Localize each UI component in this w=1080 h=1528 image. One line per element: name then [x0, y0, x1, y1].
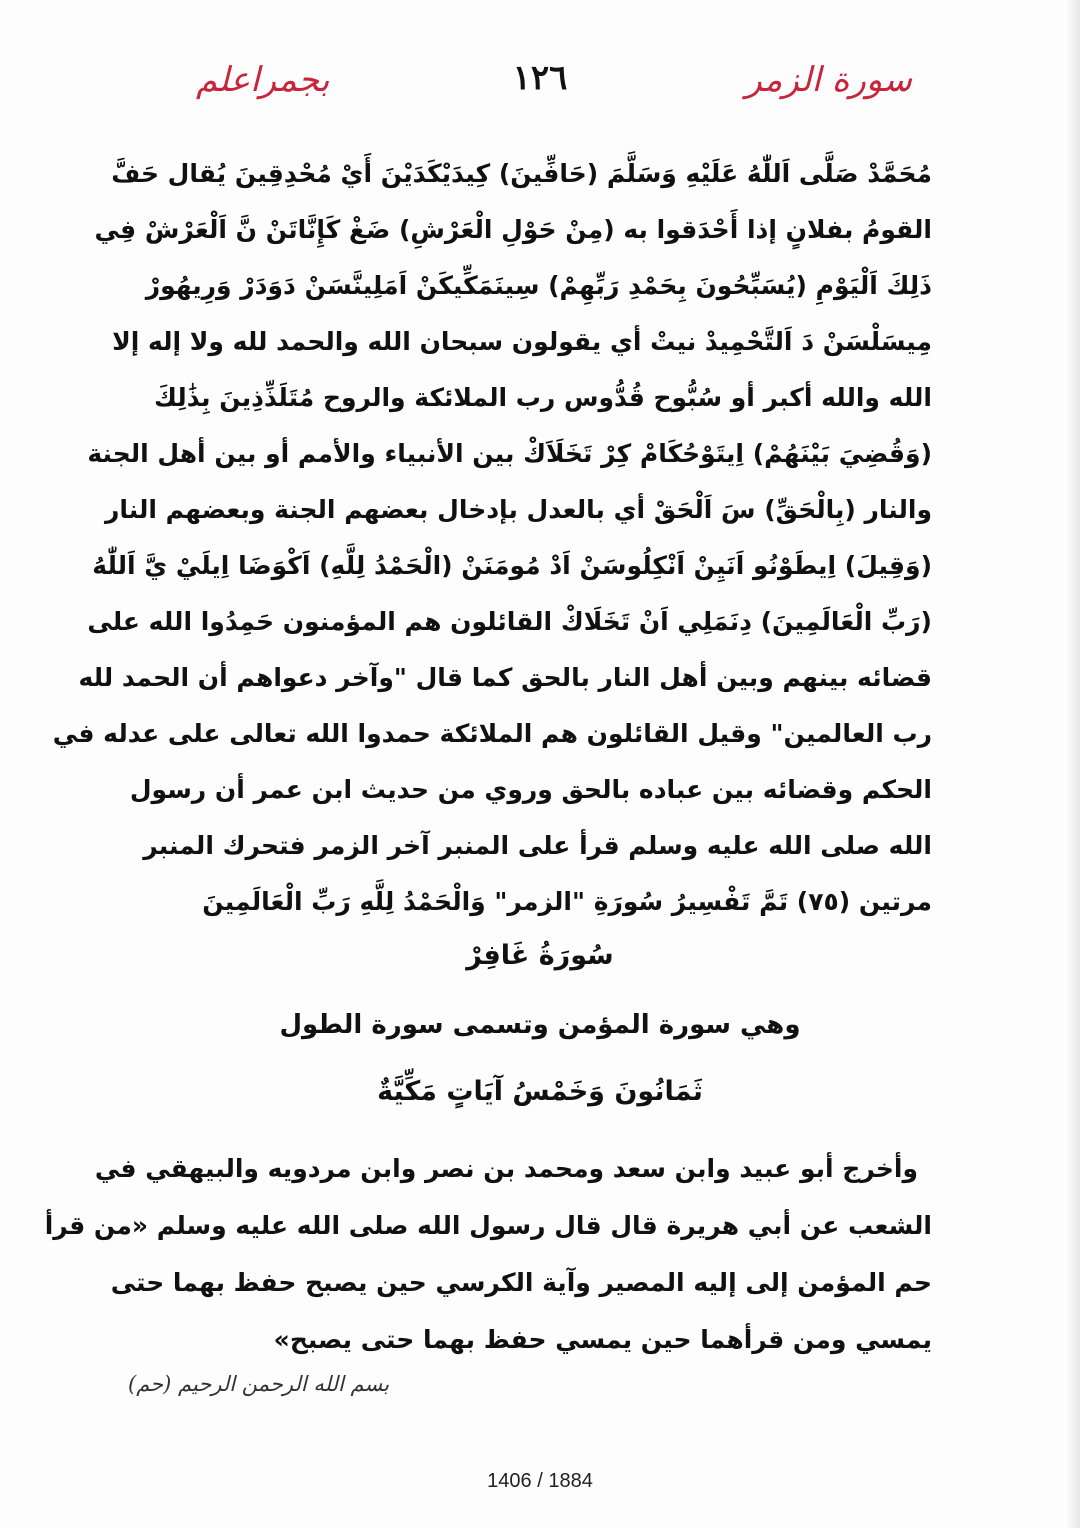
text-line: مرتين (٧٥) تَمَّ تَفْسِيرُ سُورَةِ "الزمر" وَالْحَمْدُ لِلَّهِ رَبِّ الْعَالَمِينَ — [202, 887, 932, 916]
text-line: القومُ بفلانٍ إذا أَحْدَقوا به (مِنْ حَوْلِ الْعَرْشِ) ضَغْ كَإِنَّاتَنْ نَّ اَلْعَرْشْ فِي — [94, 215, 932, 244]
hadith-text — [44, 1140, 932, 1368]
text-line: الله صلى الله عليه وسلم قرأ على المنبر آخر الزمر فتحرك المنبر — [143, 831, 932, 860]
page-counter: 1406 / 1884 — [487, 1470, 593, 1492]
text-line: مُحَمَّدْ صَلَّى اَللّٰهُ عَلَيْهِ وَسَلَّمَ (حَافِّينَ) كِيدَيْكَدَيْنَ أَيْ مُحْدِقِينَ يُقال حَفَّ — [111, 159, 932, 188]
text-line: حم المؤمن إلى إليه المصير وآية الكرسي حين يصبح حفظ بهما حتى — [110, 1268, 932, 1297]
surah-title: سُورَةُ غَافِرْ — [466, 940, 614, 971]
header-surah-note: سورة الزمر — [745, 60, 912, 100]
commentary-text — [52, 146, 932, 930]
handwritten-footer-note: بسم الله الرحمن الرحيم (حم) — [128, 1372, 390, 1396]
text-line: مِيسَلْسَنْ دَ اَلتَّحْمِيدْ نيتْ أي يقولون سبحان الله والحمد لله ولا إله إلا — [112, 327, 932, 356]
text-line: وأخرج أبو عبيد وابن سعد ومحمد بن نصر وابن مردويه والبيهقي في — [94, 1154, 918, 1183]
text-line: والنار (بِالْحَقِّ) سَ اَلْحَقْ أي بالعدل بإدخال بعضهم الجنة وبعضهم النار — [105, 495, 932, 524]
page-number: ١٢٦ — [512, 58, 568, 98]
text-line: (وَقُضِيَ بَيْنَهُمْ) اِيتَوْحُكَامْ كِرْ تَخَلَاَكْ بين الأنبياء والأمم أو بين أهل الجنة — [87, 439, 932, 468]
text-line: ذَلِكَ اَلْيَوْمِ (يُسَبِّحُونَ بِحَمْدِ رَبِّهِمْ) سِينَمَكِّيكَنْ اَمَلِينَّسَنْ دَوَدَرْ وَرِيهُورْ — [145, 271, 932, 300]
text-line: الحكم وقضائه بين عباده بالحق وروي من حديث ابن عمر أن رسول — [129, 775, 932, 804]
text-line: (رَبِّ الْعَالَمِينَ) دِنَمَلِي اَنْ تَخَلَاكْ القائلون هم المؤمنون حَمِدُوا الله على — [87, 607, 932, 636]
surah-alias: وهي سورة المؤمن وتسمى سورة الطول — [279, 1010, 801, 1040]
page-edge-shadow — [1066, 0, 1080, 1528]
text-line: (وَقِيلَ) اِيطَوْنُو اَنَيِنْ اَنْكِلُوسَنْ اَدْ مُومَنَنْ (الْحَمْدُ لِلَّهِ) اَكْوَضَا اِيلَيْ يَّ اَللّٰهُ — [92, 551, 932, 580]
text-line: الشعب عن أبي هريرة قال قال رسول الله صلى الله عليه وسلم «من قرأ — [44, 1211, 932, 1240]
text-line: قضائه بينهم وبين أهل النار بالحق كما قال "وآخر دعواهم أن الحمد لله — [78, 663, 932, 692]
header-juz-note: بجمراعلم — [196, 60, 330, 100]
text-line: الله والله أكبر أو سُبُّوح قُدُّوس رب الملائكة والروح مُتَلَذِّذِينَ بِذَٰلِكَ — [154, 383, 932, 412]
ayat-count: ثَمَانُونَ وَخَمْسُ آيَاتٍ مَكِّيَّةٌ — [377, 1076, 703, 1107]
text-line: رب العالمين" وقيل القائلون هم الملائكة حمدوا الله تعالى على عدله في — [52, 719, 932, 748]
text-line: يمسي ومن قرأهما حين يمسي حفظ بهما حتى يصبح» — [273, 1325, 932, 1354]
